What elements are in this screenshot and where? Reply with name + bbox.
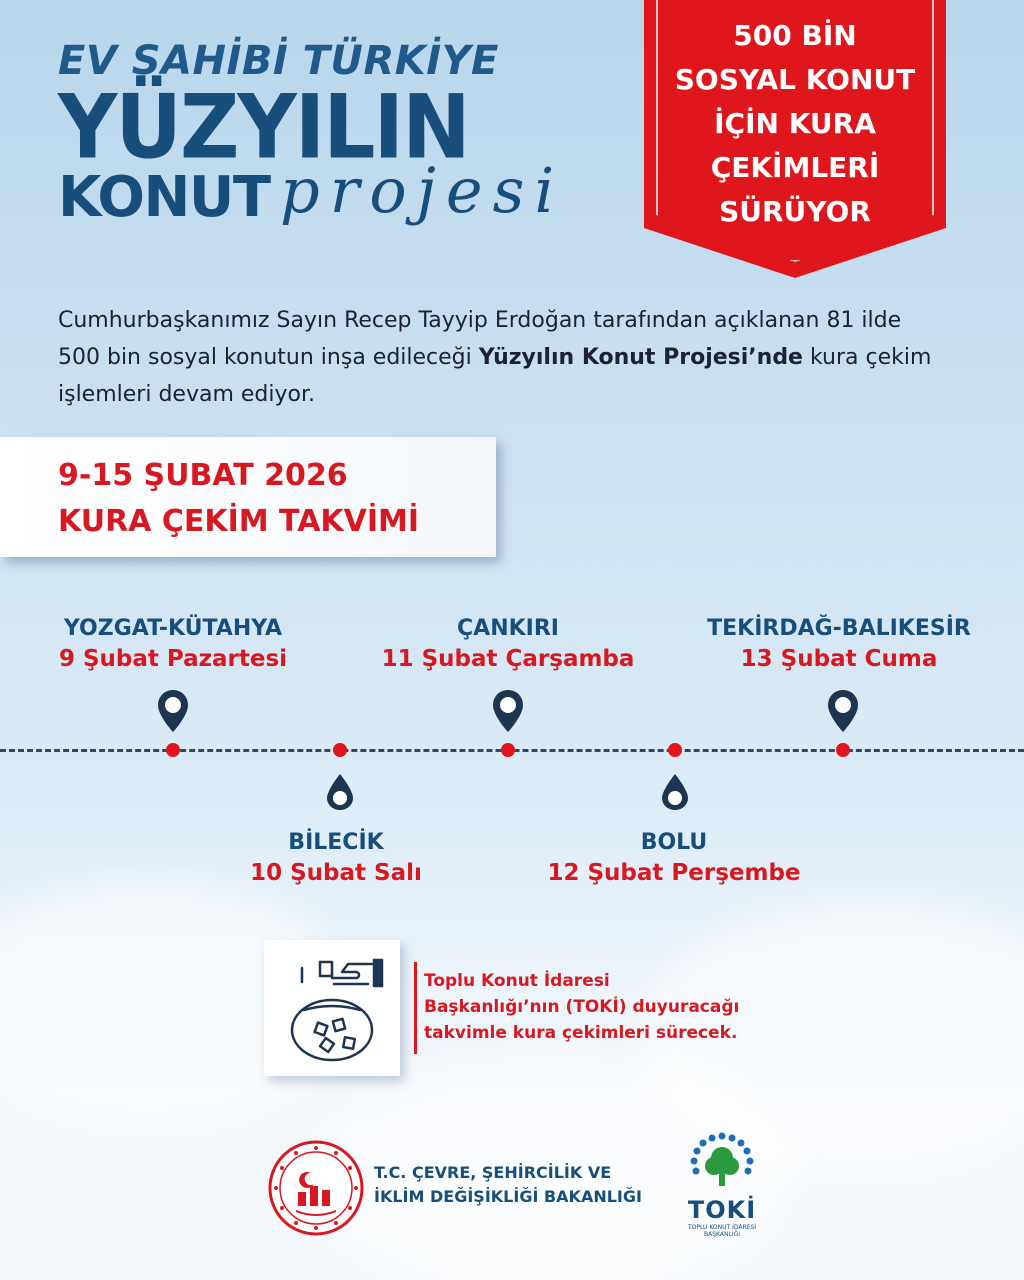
timeline-dot <box>333 743 347 757</box>
timeline-item <box>3 614 343 674</box>
timeline-dot <box>501 743 515 757</box>
banner-line: 500 BİN <box>733 19 857 52</box>
banner-line: SÜRÜYOR <box>719 195 871 228</box>
timeline-city: YOZGAT-KÜTAHYA <box>63 616 283 641</box>
intro-text-end: kura çekim işlemleri devam ediyor. <box>58 345 932 407</box>
timeline-date: 13 Şubat Cuma <box>740 646 938 672</box>
location-pin-icon <box>156 688 190 734</box>
ministry-name <box>374 1161 642 1209</box>
timeline-item <box>338 614 678 674</box>
timeline-date: 10 Şubat Salı <box>250 860 422 886</box>
ministry-line: İKLİM DEĞİŞİKLİĞİ BAKANLIĞI <box>374 1187 642 1206</box>
toki-subtitle: TOPLU KONUT İDARESİ BAŞKANLIĞI <box>687 1224 757 1238</box>
info-line: Başkanlığı’nın (TOKİ) duyuracağı <box>424 997 740 1017</box>
schedule-label: KURA ÇEKİM TAKVİMİ <box>58 504 420 539</box>
schedule-title <box>58 453 419 545</box>
schedule-dates: 9-15 ŞUBAT 2026 <box>58 458 348 493</box>
location-pin-icon <box>491 688 525 734</box>
timeline-dot <box>668 743 682 757</box>
timeline-item <box>504 828 844 888</box>
banner-line: SOSYAL KONUT <box>674 63 916 96</box>
timeline-date: 9 Şubat Pazartesi <box>58 646 288 672</box>
lottery-draw-icon <box>264 940 400 1076</box>
info-line: takvimle kura çekimleri sürecek. <box>424 1023 738 1043</box>
banner-text <box>644 14 946 234</box>
timeline-city: BOLU <box>640 830 708 855</box>
timeline-date: 11 Şubat Çarşamba <box>381 646 635 672</box>
intro-text: Cumhurbaşkanımız Sayın Recep Tayyip Erdoğan tarafından açıklanan 81 ilde 500 bin sosyal konutun inşa edileceği <box>58 308 902 370</box>
timeline-date: 12 Şubat Perşembe <box>547 860 801 886</box>
drop-pin-icon <box>660 772 690 812</box>
timeline-city: BİLECİK <box>288 830 384 855</box>
ministry-seal-icon <box>268 1140 364 1236</box>
banner-line: ÇEKİMLERİ <box>710 151 880 184</box>
title-script: projesi <box>280 154 565 227</box>
location-pin-icon <box>826 688 860 734</box>
timeline-dot <box>166 743 180 757</box>
title-line-1: EV SAHİBİ TÜRKİYE <box>58 38 499 84</box>
toki-name: TOKİ <box>687 1196 757 1224</box>
intro-paragraph <box>58 302 938 413</box>
timeline-city: ÇANKIRI <box>457 616 559 641</box>
ministry-line: T.C. ÇEVRE, ŞEHİRCİLİK VE <box>374 1163 612 1182</box>
banner-line: İÇİN KURA <box>714 107 876 140</box>
title-line-2: YÜZYILIN <box>58 76 469 180</box>
lottery-icon-box <box>264 940 400 1076</box>
info-text <box>424 968 784 1046</box>
timeline-city: TEKİRDAĞ-BALIKESİR <box>707 616 971 641</box>
timeline-item <box>166 828 506 888</box>
timeline-item <box>669 614 1009 674</box>
info-line: Toplu Konut İdaresi <box>424 971 610 991</box>
intro-bold: Yüzyılın Konut Projesi’nde <box>478 345 803 370</box>
title-line-3: KONUT <box>58 165 270 230</box>
info-accent-bar <box>414 962 417 1054</box>
timeline-dot <box>836 743 850 757</box>
drop-pin-icon <box>325 772 355 812</box>
